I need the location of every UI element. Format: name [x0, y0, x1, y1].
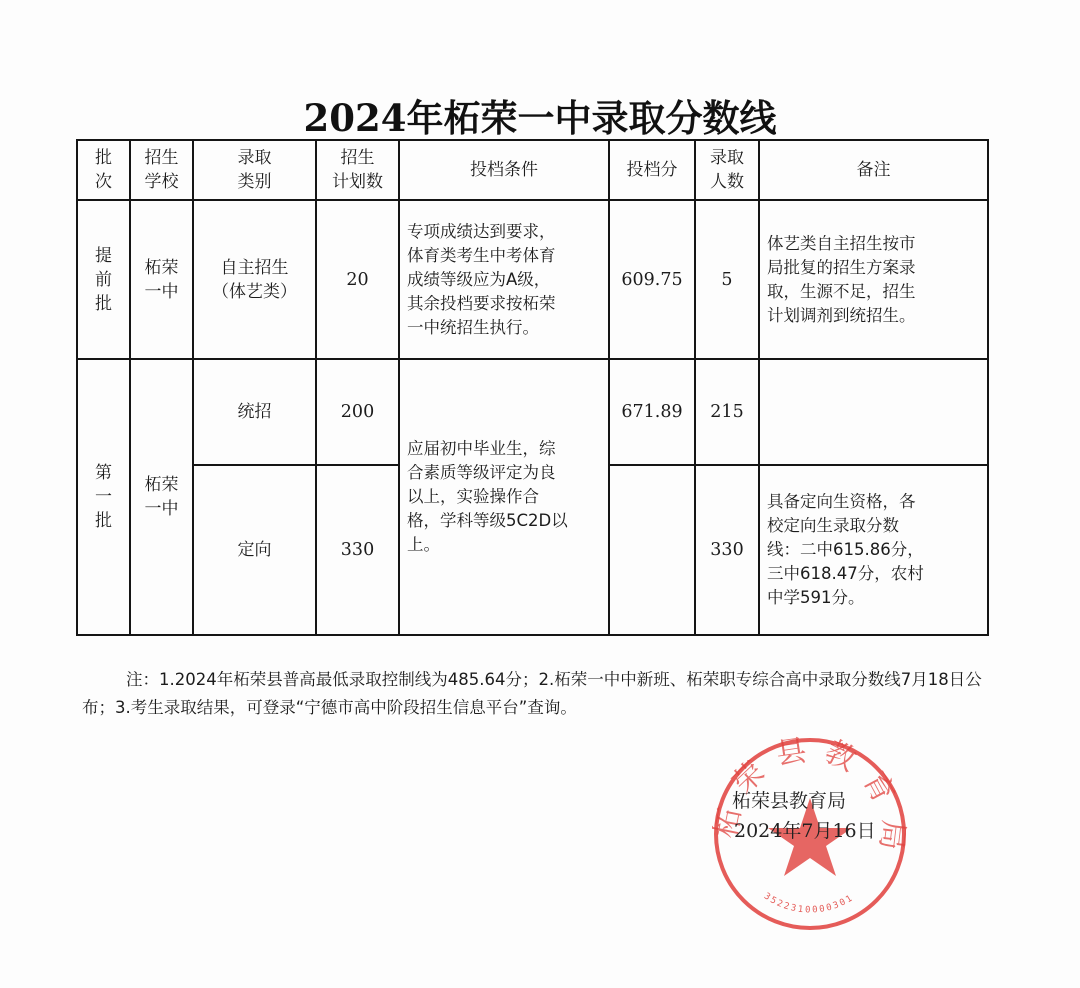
issue-date: 2024年7月16日 [734, 820, 876, 842]
table-row-early-batch [77, 200, 988, 359]
header-plan: 招生 计划数 [316, 140, 399, 200]
seal-code: 3522310000301 [761, 891, 856, 916]
header-conditions: 投档条件 [399, 140, 609, 200]
cell-batch: 提 前 批 [77, 200, 130, 359]
footnotes: 注：1.2024年柘荣县普高最低录取控制线为485.64分；2.柘荣一中中新班、柘荣职专综合高中录取分数线7月18日公布；3.考生录取结果，可登录“宁德市高中阶段招生信息平台”查询。 [82, 670, 982, 717]
table-header-row [77, 140, 988, 200]
cell-remarks [759, 359, 988, 465]
header-score: 投档分 [609, 140, 695, 200]
header-remarks: 备注 [759, 140, 988, 200]
cell-plan: 330 [316, 465, 399, 635]
header-school: 招生 学校 [130, 140, 193, 200]
cell-school: 柘荣 一中 [130, 200, 193, 359]
cell-conditions: 应届初中毕业生，综 合素质等级评定为良 以上，实验操作合 格，学科等级5C2D以 上。 [399, 359, 609, 635]
cell-category: 定向 [193, 465, 316, 635]
svg-text:3522310000301 [762, 891, 856, 915]
seal-ring-text: 柘荣县教育局 [712, 736, 908, 866]
header-batch: 批 次 [77, 140, 130, 200]
admission-score-table [76, 139, 989, 636]
document-title: 2024年柘荣一中录取分数线 [303, 96, 777, 140]
issuer-name: 柘荣县教育局 [732, 790, 847, 812]
cell-category: 自主招生 （体艺类） [193, 200, 316, 359]
cell-remarks: 体艺类自主招生按市 局批复的招生方案录 取，生源不足，招生 计划调剂到统招生。 [759, 200, 988, 359]
header-admitted: 录取 人数 [695, 140, 759, 200]
table-row-first-batch-unified [77, 359, 988, 465]
official-seal [712, 736, 908, 932]
cell-remarks: 具备定向生资格，各 校定向生录取分数 线：二中615.86分， 三中618.47分，农村 中学591分。 [759, 465, 988, 635]
cell-batch: 第 一 批 [77, 359, 130, 635]
cell-admitted: 5 [695, 200, 759, 359]
cell-plan: 200 [316, 359, 399, 465]
cell-school: 柘荣 一中 [130, 359, 193, 635]
cell-admitted: 215 [695, 359, 759, 465]
cell-admitted: 330 [695, 465, 759, 635]
cell-category: 统招 [193, 359, 316, 465]
cell-score: 609.75 [609, 200, 695, 359]
cell-conditions: 专项成绩达到要求， 体育类考生中考体育 成绩等级应为A级， 其余投档要求按柘荣 一中统招生执行。 [399, 200, 609, 359]
cell-score: 671.89 [609, 359, 695, 465]
cell-score [609, 465, 695, 635]
cell-plan: 20 [316, 200, 399, 359]
header-category: 录取 类别 [193, 140, 316, 200]
